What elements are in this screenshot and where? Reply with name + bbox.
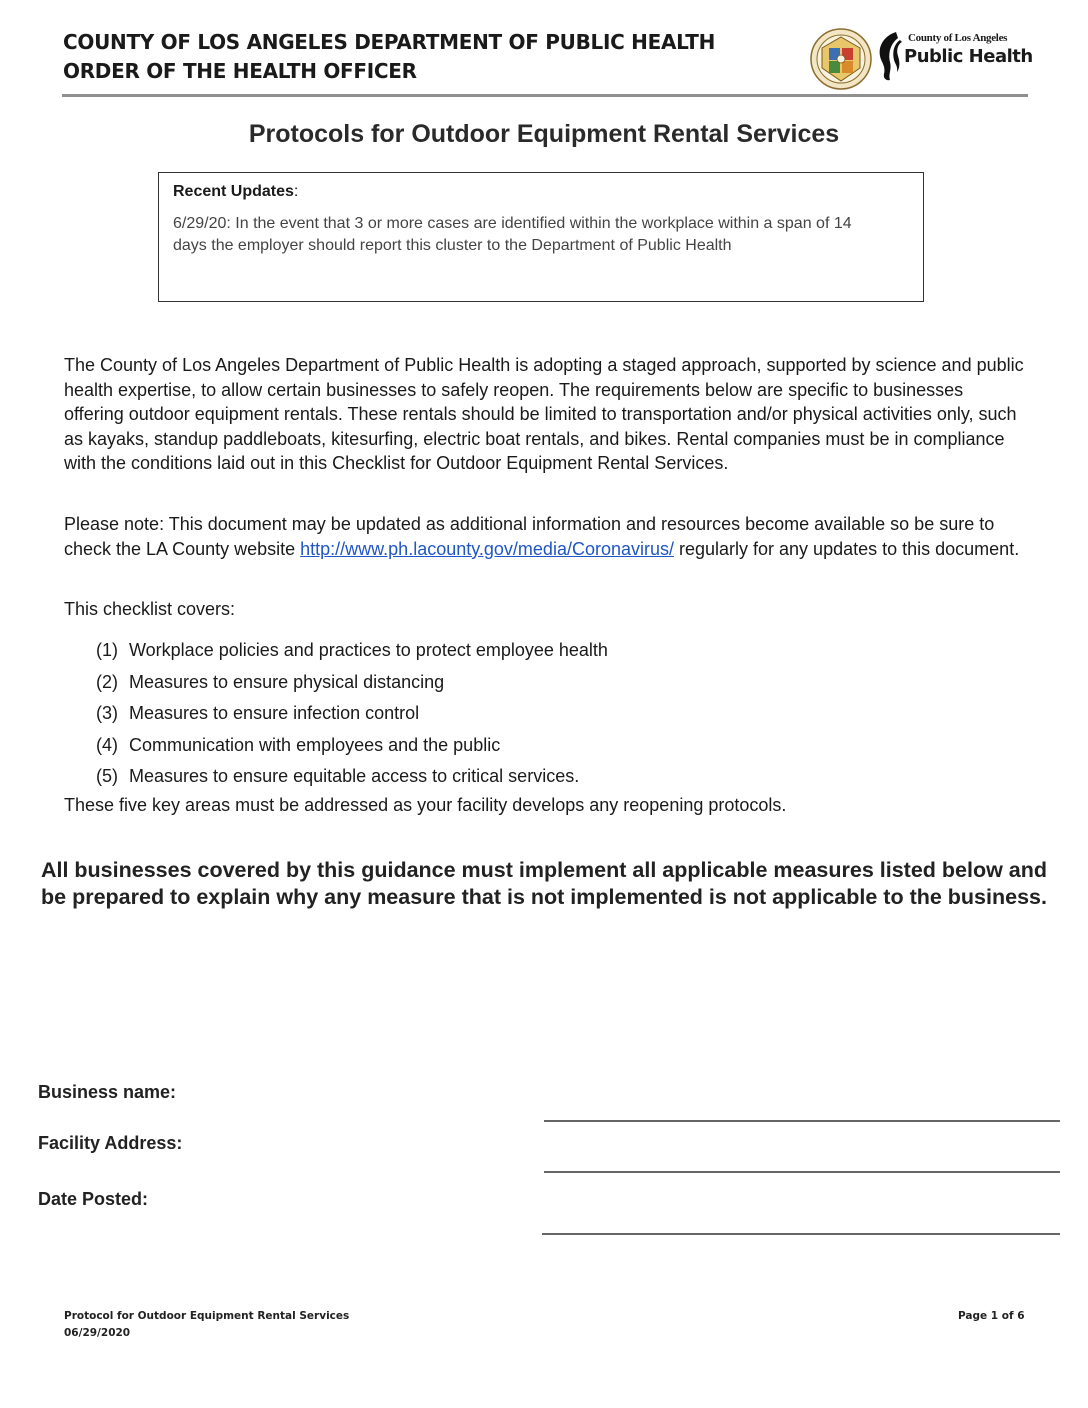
recent-updates-label: Recent Updates xyxy=(173,183,294,200)
list-item xyxy=(96,636,608,668)
date-posted-label: Date Posted: xyxy=(38,1189,149,1209)
list-item xyxy=(96,762,608,794)
footer-page-number: Page 1 of 6 xyxy=(958,1310,1025,1322)
list-item-number: (4) xyxy=(96,734,118,755)
coronavirus-website-link[interactable]: http://www.ph.lacounty.gov/media/Coronavirus/ xyxy=(300,538,674,559)
header-divider xyxy=(62,94,1028,97)
recent-updates-colon: : xyxy=(293,183,299,200)
logo-county-text: County of Los Angeles xyxy=(908,32,1008,44)
list-item-number: (2) xyxy=(96,671,118,692)
header-line-1: COUNTY OF LOS ANGELES DEPARTMENT OF PUBLIC HEALTH xyxy=(63,30,716,54)
closing-paragraph: These five key areas must be addressed as your facility develops any reopening protocols. xyxy=(64,795,787,815)
emphasis-statement: All businesses covered by this guidance must implement all applicable measures listed below and be prepared to explain why any measure that is not implemented is not applicable to the business. xyxy=(40,858,1048,909)
document-title: Protocols for Outdoor Equipment Rental Services xyxy=(248,120,840,148)
footer-date: 06/29/2020 xyxy=(64,1327,131,1339)
list-item-text: Measures to ensure equitable access to critical services. xyxy=(129,766,580,786)
footer-document-name: Protocol for Outdoor Equipment Rental Services xyxy=(64,1310,350,1322)
recent-updates-heading xyxy=(173,181,909,203)
list-item-text: Communication with employees and the public xyxy=(129,734,501,755)
county-seal-icon xyxy=(810,28,872,90)
note-text-before: Please note: This document may be updated as additional information and resources become available so be sure to check the LA County website xyxy=(64,514,995,559)
list-item xyxy=(96,731,608,763)
list-item-text: Measures to ensure physical distancing xyxy=(129,671,445,692)
list-item xyxy=(96,668,608,700)
list-item-number: (3) xyxy=(96,703,118,723)
note-text-after: regularly for any updates to this document. xyxy=(674,538,1020,559)
header-line-2: ORDER OF THE HEALTH OFFICER xyxy=(63,59,417,83)
list-item xyxy=(96,699,608,731)
header-title xyxy=(63,28,715,86)
public-health-logo xyxy=(876,30,1033,82)
list-item-text: Measures to ensure infection control xyxy=(129,703,420,723)
recent-updates-text: 6/29/20: In the event that 3 or more cases are identified within the workplace within a span of 14 days the employer should report this cluster to the Department of Public Health xyxy=(173,215,852,254)
recent-updates-box xyxy=(158,172,924,302)
list-item-number: (5) xyxy=(96,766,118,786)
intro-paragraph: The County of Los Angeles Department of Public Health is adopting a staged approach, supported by science and public health expertise, to allow certain businesses to safely reopen. The requirements below are specific to businesses offering outdoor equipment rentals. These rentals should be limited to transportation and/or physical activities only, such as kayaks, standup paddleboats, kitesurfing, electric boat rentals, and bikes. Rental companies must be in compliance with the conditions laid out in this Checklist for Outdoor Equipment Rental Services. xyxy=(64,355,1024,474)
date-posted-line xyxy=(542,1233,1060,1235)
list-item-number: (1) xyxy=(96,640,118,660)
facility-address-line xyxy=(544,1171,1060,1173)
business-name-label: Business name: xyxy=(38,1082,177,1102)
facility-address-label: Facility Address: xyxy=(38,1133,183,1153)
list-item-text: Workplace policies and practices to protect employee health xyxy=(129,640,608,660)
note-paragraph xyxy=(64,512,1024,561)
business-name-line xyxy=(544,1120,1060,1122)
public-health-logo-icon xyxy=(876,30,906,82)
logo-public-health-text: Public Health xyxy=(904,46,1033,67)
checklist-intro: This checklist covers: xyxy=(64,599,236,619)
checklist-list xyxy=(96,636,608,794)
